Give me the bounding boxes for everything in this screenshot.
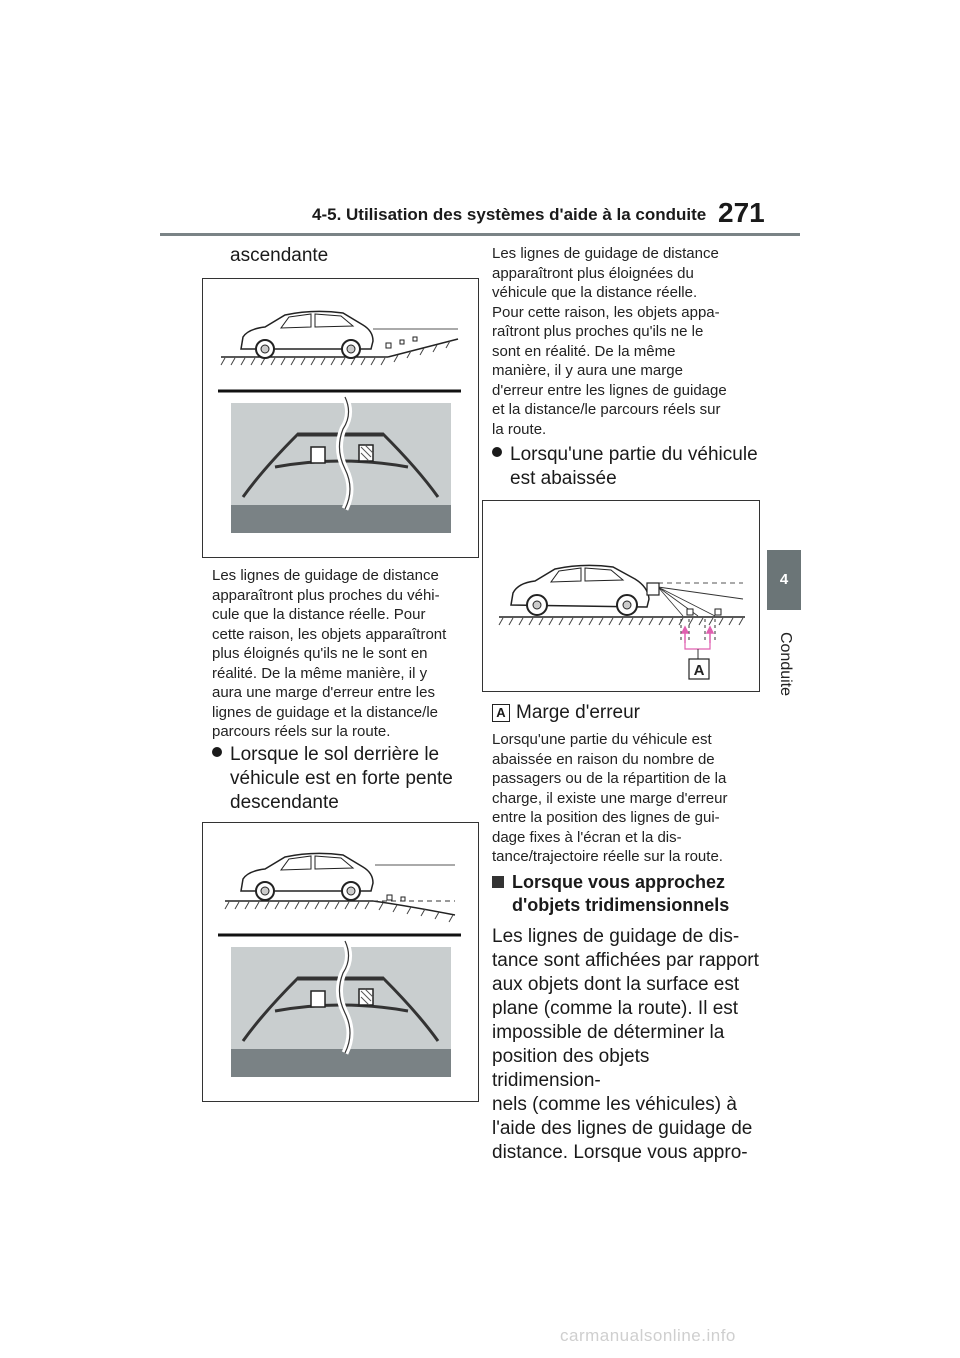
bullet-icon: [212, 747, 222, 757]
text-line: aux objets dont la surface est: [492, 974, 740, 995]
bullet-downhill: Lorsque le sol derrière le véhicule est en forte pente descendante: [212, 743, 472, 815]
text-line: charge, il existe une marge d'erreur: [492, 789, 728, 807]
text-line: réalité. De la même manière, il y: [212, 664, 428, 682]
text-line: aura une marge d'erreur entre les: [212, 684, 435, 701]
paragraph-downhill: [492, 244, 762, 439]
figure-lowered: [482, 500, 760, 692]
text-line: position des objets tridimension-: [492, 1046, 650, 1091]
section-title: 4-5. Utilisation des systèmes d'aide à la conduite: [312, 205, 707, 224]
text-line: tance/trajectoire réelle sur la route.: [492, 848, 723, 865]
chapter-tab-number: 4: [767, 550, 801, 610]
text-line: apparaîtront plus éloignées du: [492, 264, 694, 282]
square-bullet-icon: [492, 876, 504, 888]
text-line: sont en réalité. De la même: [492, 342, 676, 360]
section-heading-3d-objects: Lorsque vous approchez d'objets tridimensionnels: [492, 871, 762, 917]
paragraph-uphill: [212, 566, 472, 742]
text-line: véhicule que la distance réelle.: [492, 284, 698, 301]
text-line: distance. Lorsque vous appro-: [492, 1142, 748, 1163]
paragraph-lowered: [492, 730, 762, 867]
text-line: Pour cette raison, les objets appa-: [492, 303, 720, 321]
callout-badge: A: [492, 704, 510, 722]
text-line: la route.: [492, 420, 547, 438]
figure-downhill: [202, 822, 479, 1102]
paragraph-3d-objects: [492, 925, 762, 1165]
text-line: Les lignes de guidage de distance: [492, 245, 719, 262]
page-number: 271: [718, 197, 765, 228]
text-line: entre la position des lignes de gui-: [492, 809, 720, 826]
text-line: impossible de déterminer la: [492, 1022, 725, 1043]
watermark: carmanualsonline.info: [560, 1326, 736, 1345]
text-line: nels (comme les véhicules) à: [492, 1094, 737, 1115]
bullet-lowered: Lorsqu'une partie du véhicule est abaissée: [492, 443, 762, 491]
continued-word: ascendante: [230, 245, 329, 266]
text-line: manière, il y aura une marge: [492, 362, 683, 379]
text-line: Les lignes de guidage de dis-: [492, 926, 740, 947]
text-line: passagers ou de la répartition de la: [492, 770, 727, 787]
figure-uphill: [202, 278, 479, 558]
text-line: dage fixes à l'écran et la dis-: [492, 828, 682, 846]
text-line: tance sont affichées par rapport: [492, 950, 759, 971]
text-line: Les lignes de guidage de distance: [212, 567, 439, 584]
text-line: plane (comme la route). Il est: [492, 998, 739, 1019]
text-line: l'aide des lignes de guidage de: [492, 1118, 753, 1139]
text-line: lignes de guidage et la distance/le: [212, 703, 438, 721]
text-line: cette raison, les objets apparaîtront: [212, 625, 447, 643]
text-line: raîtront plus proches qu'ils ne le: [492, 323, 704, 340]
text-line: Lorsqu'une partie du véhicule est: [492, 731, 712, 748]
legend-text: Marge d'erreur: [516, 702, 641, 723]
text-line: abaissée en raison du nombre de: [492, 750, 715, 768]
chapter-tab-label: Conduite: [777, 631, 794, 697]
figure-callout-label: A: [693, 662, 705, 679]
legend-row: [492, 701, 762, 725]
text-line: et la distance/le parcours réels sur: [492, 401, 721, 418]
text-line: plus éloignés qu'ils ne le sont en: [212, 645, 428, 662]
header-divider: [160, 233, 800, 236]
text-line: apparaîtront plus proches du véhi-: [212, 586, 440, 604]
text-line: d'erreur entre les lignes de guidage: [492, 381, 727, 399]
text-line: parcours réels sur la route.: [212, 723, 391, 740]
bullet-icon: [492, 447, 502, 457]
text-line: cule que la distance réelle. Pour: [212, 606, 426, 623]
